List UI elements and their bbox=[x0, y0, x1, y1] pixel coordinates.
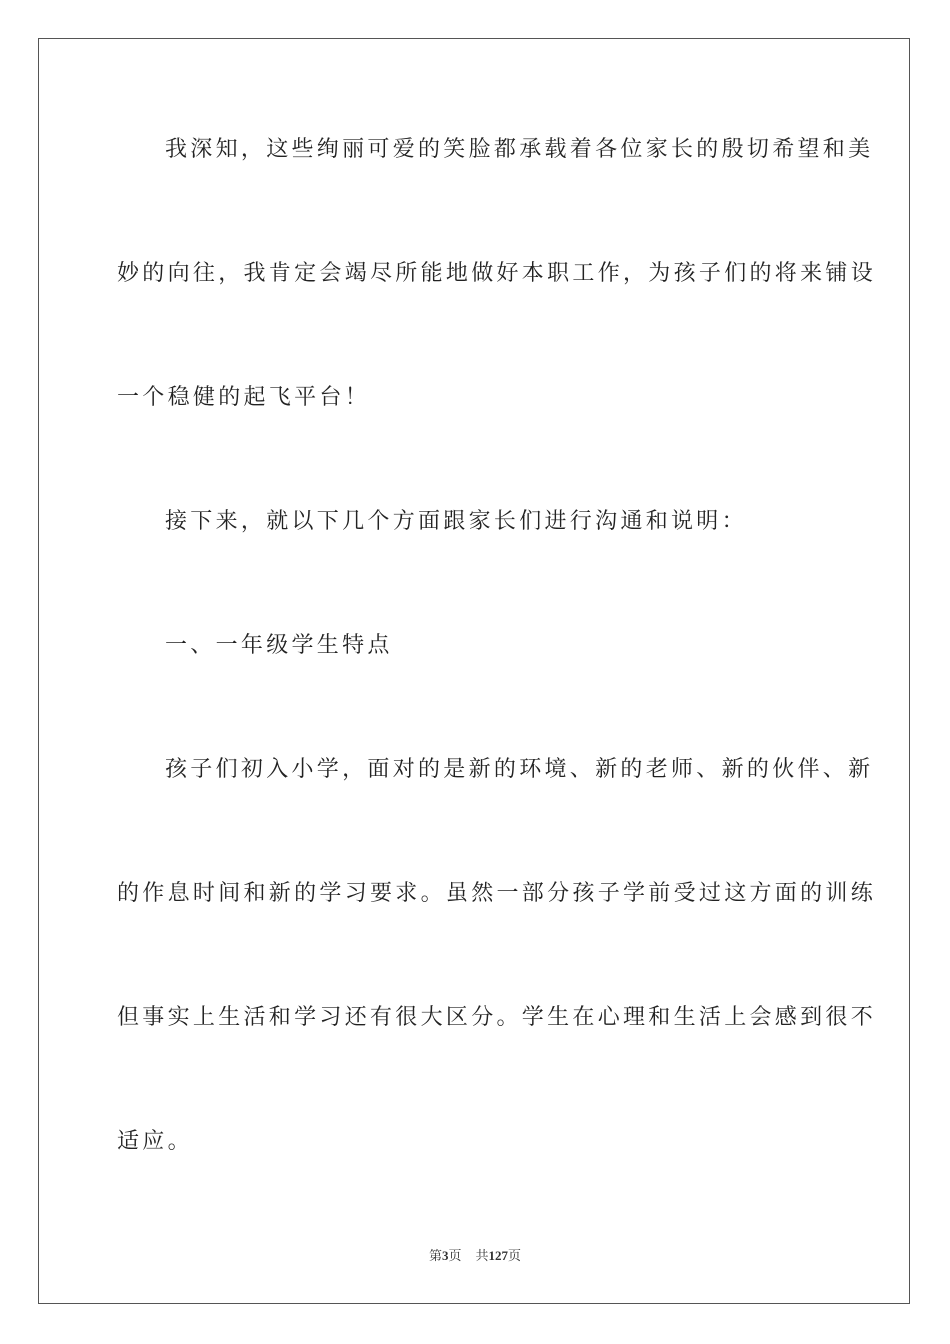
paragraph-line: 但事实上生活和学习还有很大区分。学生在心理和生活上会感到很不 bbox=[117, 1005, 877, 1030]
paragraph-line: 适应。 bbox=[117, 1129, 193, 1154]
paragraph-line: 接下来，就以下几个方面跟家长们进行沟通和说明： bbox=[165, 509, 747, 534]
paragraph-line: 一个稳健的起飞平台！ bbox=[117, 385, 371, 410]
total-suffix: 页 bbox=[508, 1249, 522, 1264]
paragraph-line: 妙的向往，我肯定会竭尽所能地做好本职工作，为孩子们的将来铺设 bbox=[117, 261, 877, 286]
page-prefix: 第 bbox=[428, 1249, 442, 1264]
total-pages: 127 bbox=[488, 1248, 509, 1263]
page-footer bbox=[0, 1248, 950, 1265]
page-border bbox=[38, 38, 910, 1304]
paragraph-line: 我深知，这些绚丽可爱的笑脸都承载着各位家长的殷切希望和美 bbox=[165, 137, 874, 162]
paragraph-line: 的作息时间和新的学习要求。虽然一部分孩子学前受过这方面的训练 bbox=[117, 881, 877, 906]
page-number: 3 bbox=[441, 1248, 449, 1263]
section-heading: 一、一年级学生特点 bbox=[165, 633, 393, 658]
paragraph-line: 孩子们初入小学，面对的是新的环境、新的老师、新的伙伴、新 bbox=[165, 757, 874, 782]
total-prefix: 共 bbox=[475, 1249, 489, 1264]
page-suffix: 页 bbox=[448, 1249, 462, 1264]
